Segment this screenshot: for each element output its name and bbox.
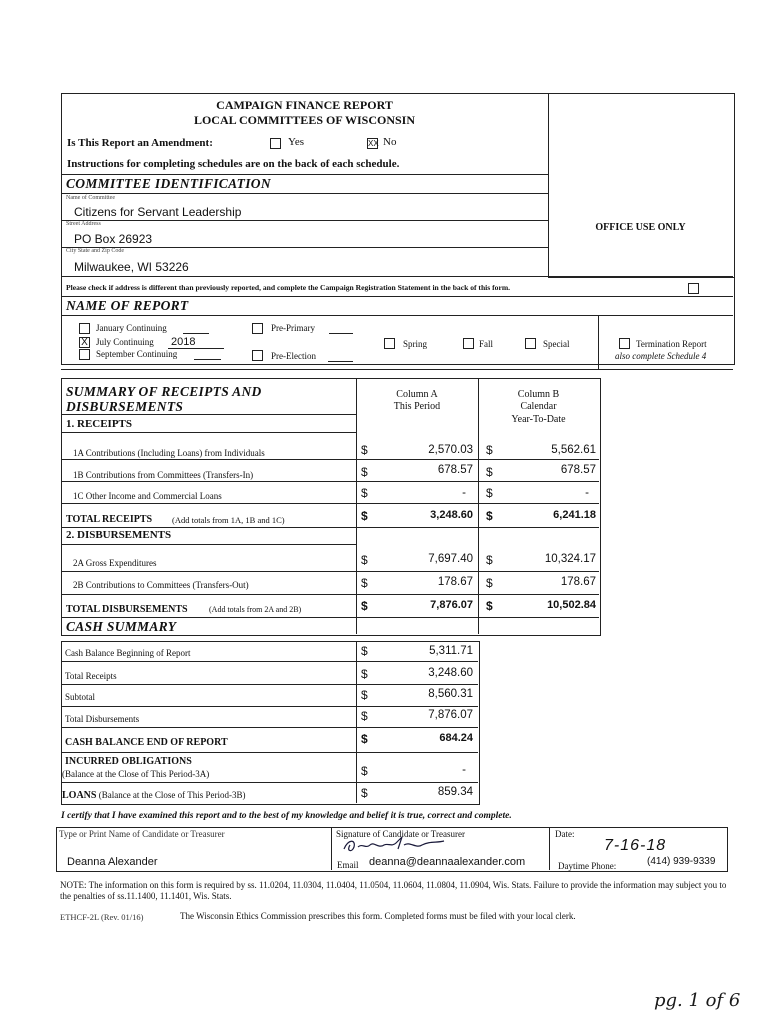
special-label: Special [543,339,570,349]
col-b-header-2: Calendar [520,401,557,412]
cash-beginning-value[interactable]: 5,311.71 [429,645,473,657]
street-address[interactable]: PO Box 26923 [74,232,153,246]
row-1a-dollar-b: $ [486,443,493,457]
form-title-line1: CAMPAIGN FINANCE REPORT [216,98,393,112]
spring-label: Spring [403,339,428,349]
cash-end-dollar: $ [361,732,368,746]
instructions-text: Instructions for completing schedules are on the back of each schedule. [67,158,400,170]
spring-checkbox[interactable] [384,338,395,349]
col-a-header-1: Column A [396,389,438,400]
summary-title-2: DISBURSEMENTS [66,399,184,414]
total-disb-value-a[interactable]: 7,876.07 [430,599,473,611]
total-disb-value-b[interactable]: 10,502.84 [547,599,596,611]
cash-subtotal-dollar: $ [361,688,368,702]
committee-section-title: COMMITTEE IDENTIFICATION [66,176,271,191]
phone-value[interactable]: (414) 939-9339 [647,856,716,867]
pre-primary-label: Pre-Primary [271,323,315,333]
row-1b-dollar-a: $ [361,465,368,479]
total-disb-sub: (Add totals from 2A and 2B) [209,605,302,614]
phone-caption: Daytime Phone: [558,861,617,871]
row-2b-value-a[interactable]: 178.67 [437,576,473,588]
row-1c-value-a[interactable]: - [462,487,466,499]
cash-disbursements-label: Total Disbursements [65,714,140,724]
fall-checkbox[interactable] [463,338,474,349]
cash-beginning-dollar: $ [361,644,368,658]
page-note-handwritten: pg. 1 of 6 [654,990,741,1011]
cash-end-value[interactable]: 684.24 [439,732,473,744]
july-label: July Continuing [96,337,154,347]
termination-checkbox[interactable] [619,338,630,349]
treasurer-name[interactable]: Deanna Alexander [67,856,158,868]
row-1b-value-a[interactable]: 678.57 [437,464,473,476]
row-2b-label: 2B Contributions to Committees (Transfers-Out) [73,580,249,590]
incurred-sub: (Balance at the Close of This Period-3A) [62,769,210,779]
row-1c-dollar-b: $ [486,486,493,500]
row-1a-dollar-a: $ [361,443,368,457]
january-checkbox[interactable] [79,323,90,334]
cash-subtotal-value[interactable]: 8,560.31 [428,688,473,700]
september-checkbox[interactable] [79,349,90,360]
cash-receipts-value[interactable]: 3,248.60 [428,667,473,679]
form-id: ETHCF-2L (Rev. 01/16) [60,912,144,922]
prescribes-text: The Wisconsin Ethics Commission prescribes this form. Completed forms must be filed with your local clerk. [180,911,576,921]
row-1b-label: 1B Contributions from Committees (Transfers-In) [73,470,254,480]
july-checkbox[interactable]: X [79,337,90,348]
pre-election-checkbox[interactable] [252,350,263,361]
amendment-yes-checkbox[interactable] [270,138,281,149]
incurred-dollar: $ [361,764,368,778]
row-2b-dollar-a: $ [361,576,368,590]
loans-label: LOANS [62,790,97,801]
signature-caption: Signature of Candidate or Treasurer [336,829,465,839]
amendment-yes-label: Yes [288,136,305,148]
row-1a-value-a[interactable]: 2,570.03 [428,444,473,456]
total-disb-dollar-b: $ [486,599,493,613]
incurred-value[interactable]: - [462,764,466,776]
receipts-header: 1. RECEIPTS [66,418,133,430]
fall-label: Fall [479,339,494,349]
loans-value[interactable]: 859.34 [437,786,473,798]
disbursements-header: 2. DISBURSEMENTS [66,529,172,541]
cash-receipts-label: Total Receipts [65,671,117,681]
row-2a-dollar-a: $ [361,553,368,567]
july-year[interactable]: 2018 [171,336,196,348]
row-1b-dollar-b: $ [486,465,493,479]
total-disb-label: TOTAL DISBURSEMENTS [66,604,188,615]
cash-end-label: CASH BALANCE END OF REPORT [65,737,228,748]
loans-dollar: $ [361,786,368,800]
total-receipts-dollar-b: $ [486,509,493,523]
loans-label-group [62,790,246,801]
loans-sub: (Balance at the Close of This Period-3B) [98,790,246,800]
row-2b-value-b[interactable]: 178.67 [560,576,596,588]
report-section-title: NAME OF REPORT [66,298,189,313]
row-2a-dollar-b: $ [486,553,493,567]
office-use-label: OFFICE USE ONLY [595,222,686,233]
special-checkbox[interactable] [525,338,536,349]
january-label: January Continuing [96,323,167,333]
row-1b-value-b[interactable]: 678.57 [560,464,596,476]
total-receipts-value-b[interactable]: 6,241.18 [553,509,596,521]
street-caption: Street Address [66,221,101,227]
col-b-header-1: Column B [517,389,560,400]
city-caption: City State and Zip Code [66,248,124,254]
total-receipts-dollar-a: $ [361,509,368,523]
office-use-box [548,93,735,278]
row-1a-label: 1A Contributions (Including Loans) from Individuals [73,448,265,458]
cash-disbursements-value[interactable]: 7,876.07 [428,709,473,721]
amendment-no-label: No [383,136,397,148]
cash-receipts-dollar: $ [361,667,368,681]
total-receipts-label: TOTAL RECEIPTS [66,514,153,525]
total-receipts-value-a[interactable]: 3,248.60 [430,509,473,521]
row-1c-label: 1C Other Income and Commercial Loans [73,491,222,501]
cash-beginning-label: Cash Balance Beginning of Report [65,648,191,658]
address-change-note: Please check if address is different than previously reported, and complete the Campaign Registration Statement in the back of this form. [66,283,511,292]
committee-name[interactable]: Citizens for Servant Leadership [74,205,242,219]
summary-title-1: SUMMARY OF RECEIPTS AND [66,384,262,399]
address-change-checkbox[interactable] [688,283,699,294]
cash-disbursements-dollar: $ [361,709,368,723]
date-caption: Date: [555,829,575,839]
row-2b-dollar-b: $ [486,576,493,590]
total-receipts-sub: (Add totals from 1A, 1B and 1C) [172,515,285,525]
footer-note: NOTE: The information on this form is required by ss. 11.0204, 11.0304, 11.0404, 11.0504, 11.0604, 11.0804, 11.0904, Wis. Stats. Failure to provide the information may subject you to the penalties of ss.11.1400, 11.1401, Wis. Stats. [60,880,727,901]
termination-note: also complete Schedule 4 [615,351,707,361]
date-value[interactable]: 7-16-18 [604,837,667,854]
city-state-zip[interactable]: Milwaukee, WI 53226 [74,260,189,274]
name-caption: Type or Print Name of Candidate or Treasurer [59,829,225,839]
row-1a-value-b[interactable]: 5,562.61 [551,444,596,456]
row-1c-dollar-a: $ [361,486,368,500]
incurred-label: INCURRED OBLIGATIONS [65,756,192,767]
handwritten-signature [340,835,460,855]
email-caption: Email [337,860,359,870]
row-2a-value-b[interactable]: 10,324.17 [544,553,596,565]
september-label: September Continuing [96,349,178,359]
certify-statement: I certify that I have examined this report and to the best of my knowledge and belief it is true, correct and complete. [61,811,512,821]
col-a-header-2: This Period [393,401,441,412]
termination-label: Termination Report [636,339,707,349]
pre-election-label: Pre-Election [271,351,316,361]
pre-primary-checkbox[interactable] [252,323,263,334]
amendment-question: Is This Report an Amendment: [67,137,213,149]
treasurer-email[interactable]: deanna@deannaalexander.com [369,856,526,868]
cash-section-title: CASH SUMMARY [66,619,177,634]
committee-name-caption: Name of Committee [66,195,115,201]
total-disb-dollar-a: $ [361,599,368,613]
cash-subtotal-label: Subtotal [65,692,96,702]
form-title-line2: LOCAL COMMITTEES OF WISCONSIN [193,113,416,127]
col-b-header-3: Year-To-Date [511,414,566,425]
row-2a-label: 2A Gross Expenditures [73,558,157,568]
amendment-no-checkbox[interactable]: XX [368,139,379,148]
row-1c-value-b[interactable]: - [585,487,589,499]
row-2a-value-a[interactable]: 7,697.40 [428,553,473,565]
